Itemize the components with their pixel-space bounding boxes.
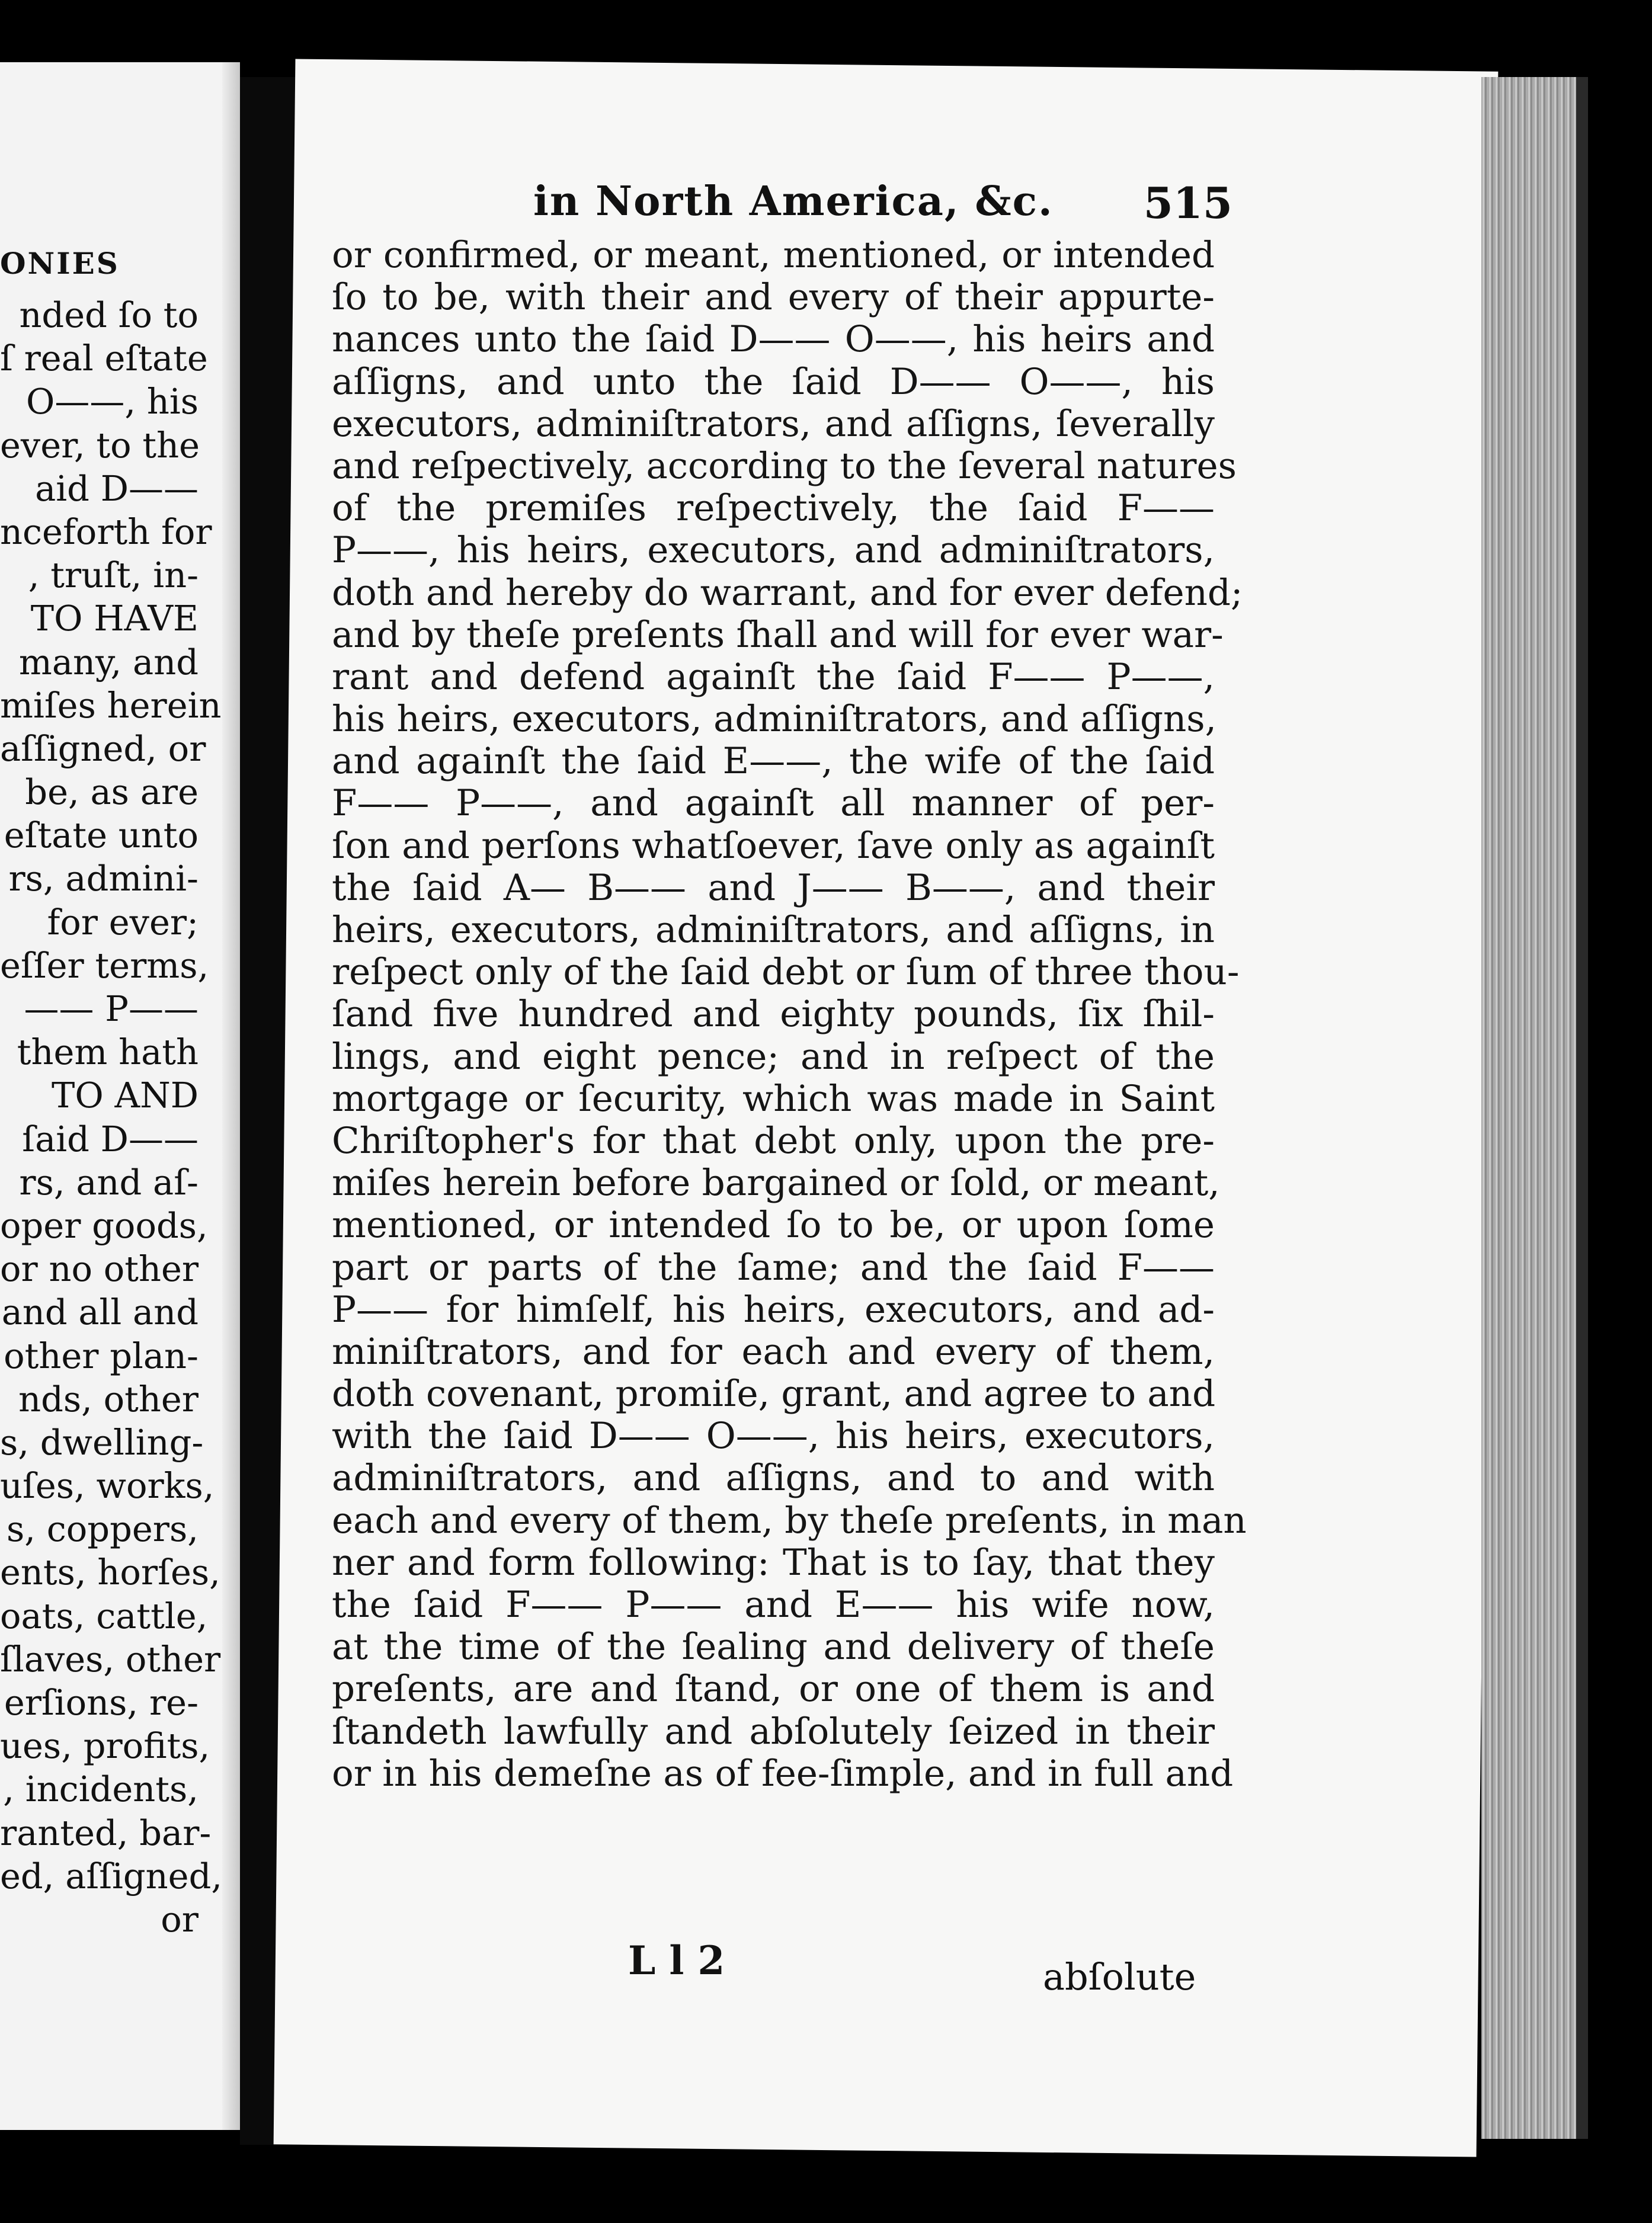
text-line: ſtandeth lawfully and abſolutely ſeized in their xyxy=(332,1710,1215,1753)
text-line: ſo to be, with their and every of their appurte- xyxy=(332,276,1215,319)
text-line: ſon and perſons whatſoever, ſave only as againſt xyxy=(332,824,1215,867)
text-line: mortgage or ſecurity, which was made in Saint xyxy=(332,1077,1215,1120)
left-text-line: miſes herein xyxy=(0,684,222,726)
left-text-line: TO HAVE xyxy=(30,598,199,639)
left-text-line: TO AND xyxy=(51,1075,199,1116)
catchword: abſolute xyxy=(1043,1955,1196,1998)
text-line: executors, adminiſtrators, and aſſigns, ſeverally xyxy=(332,402,1215,445)
page-edge-shadow xyxy=(1576,77,1588,2139)
left-page-text xyxy=(0,293,223,1941)
left-text-line: oper goods, xyxy=(0,1205,208,1246)
left-text-line: uſes, works, xyxy=(0,1465,214,1507)
left-text-line: many, and xyxy=(18,641,199,683)
text-line: miniſtrators, and for each and every of them, xyxy=(332,1330,1215,1373)
text-line: reſpect only of the ſaid debt or ſum of three thou- xyxy=(332,951,1240,994)
text-line: lings, and eight pence; and in reſpect of the xyxy=(332,1035,1215,1078)
text-line: preſents, are and ſtand, or one of them is and xyxy=(332,1668,1215,1711)
left-text-line: oats, cattle, xyxy=(0,1595,208,1636)
left-text-line: and all and xyxy=(1,1292,199,1333)
text-line: or in his demeſne as of fee-ſimple, and in full and xyxy=(332,1752,1234,1795)
body-text xyxy=(332,234,1247,1795)
text-line: and by theſe preſents ſhall and will for ever war- xyxy=(332,613,1224,656)
text-line: and againſt the ſaid E——, the wife of the ſaid xyxy=(332,740,1215,783)
left-text-line: eſſer terms, xyxy=(0,944,209,986)
left-text-line: eſtate unto xyxy=(4,815,199,856)
left-text-line: ſaid D—— xyxy=(22,1118,199,1159)
left-text-line: nded ſo to xyxy=(19,294,199,335)
left-text-line: s, dwelling- xyxy=(0,1421,204,1463)
signature-mark: L l 2 xyxy=(628,1937,725,1984)
left-text-line: ed, aſſigned, xyxy=(0,1855,223,1897)
left-text-line: erſions, re- xyxy=(4,1682,199,1723)
left-text-line: or xyxy=(161,1898,199,1940)
text-line: ſand five hundred and eighty pounds, ſix ſhil- xyxy=(332,993,1215,1036)
text-line: the ſaid A— B—— and J—— B——, and their xyxy=(332,866,1215,909)
left-text-line: for ever; xyxy=(47,901,199,943)
text-line: part or parts of the ſame; and the ſaid F—— xyxy=(332,1246,1215,1289)
text-line: of the premiſes reſpectively, the ſaid F—— xyxy=(332,487,1215,530)
text-line: doth covenant, promiſe, grant, and agree to and xyxy=(332,1373,1216,1415)
text-line: doth and hereby do warrant, and for ever defend; xyxy=(332,571,1243,614)
text-line: the ſaid F—— P—— and E—— his wife now, xyxy=(332,1584,1215,1626)
left-text-line: other plan- xyxy=(4,1335,199,1376)
text-line: mentioned, or intended ſo to be, or upon ſome xyxy=(332,1204,1215,1247)
text-line: or confirmed, or meant, mentioned, or intended xyxy=(332,234,1215,276)
page-number: 515 xyxy=(1143,178,1232,228)
text-line: with the ſaid D—— O——, his heirs, executors, xyxy=(332,1415,1215,1458)
left-text-line: ranted, bar- xyxy=(0,1812,212,1853)
left-text-line: nceforth for xyxy=(0,511,212,552)
text-line: ner and form following: That is to ſay, that they xyxy=(332,1541,1215,1584)
text-line: adminiſtrators, and aſſigns, and to and with xyxy=(332,1457,1215,1500)
left-text-line: —— P—— xyxy=(24,988,199,1029)
page-edges xyxy=(1481,77,1579,2139)
text-line: each and every of them, by theſe preſents, in man xyxy=(332,1499,1247,1542)
left-facing-page xyxy=(0,62,240,2130)
page-fold-shadow xyxy=(222,62,240,2130)
left-text-line: , truſt, in- xyxy=(28,555,199,596)
left-text-line: rs, admini- xyxy=(8,858,199,899)
text-line: and reſpectively, according to the ſeveral natures xyxy=(332,444,1237,487)
left-text-line: aid D—— xyxy=(35,467,199,509)
left-text-line: ſ real eſtate xyxy=(0,338,208,379)
text-line: aſſigns, and unto the ſaid D—— O——, his xyxy=(332,360,1215,403)
left-running-head: ONIES xyxy=(0,246,120,281)
text-line: his heirs, executors, adminiſtrators, and aſſigns, xyxy=(332,698,1216,741)
left-text-line: nds, other xyxy=(18,1378,199,1420)
text-line: heirs, executors, adminiſtrators, and aſſigns, in xyxy=(332,909,1215,951)
text-line: Chriſtopher's for that debt only, upon the pre- xyxy=(332,1119,1215,1162)
left-text-line: be, as are xyxy=(25,771,199,813)
left-text-line: aſſigned, or xyxy=(0,728,206,769)
left-text-line: ſlaves, other xyxy=(0,1638,221,1680)
text-line: P—— for himſelf, his heirs, executors, and ad- xyxy=(332,1288,1215,1331)
left-text-line: ever, to the xyxy=(0,424,200,466)
left-text-line: rs, and aſ- xyxy=(19,1161,199,1203)
text-line: miſes herein before bargained or ſold, or meant, xyxy=(332,1162,1220,1205)
left-text-line: them hath xyxy=(17,1032,199,1073)
left-text-line: ues, profits, xyxy=(0,1725,210,1767)
text-line: rant and defend againſt the ſaid F—— P——, xyxy=(332,655,1215,698)
text-line: nances unto the ſaid D—— O——, his heirs and xyxy=(332,318,1215,361)
left-text-line: , incidents, xyxy=(3,1769,199,1810)
text-line: P——, his heirs, executors, and adminiſtrators, xyxy=(332,529,1215,572)
running-head-title: in North America, &c. xyxy=(533,178,1054,225)
left-text-line: O——, his xyxy=(25,381,199,422)
left-text-line: ents, horſes, xyxy=(0,1552,220,1593)
text-line: at the time of the ſealing and delivery of theſe xyxy=(332,1626,1215,1668)
text-line: F—— P——, and againſt all manner of per- xyxy=(332,782,1215,825)
left-text-line: s, coppers, xyxy=(6,1508,199,1550)
left-text-line: or no other xyxy=(0,1248,199,1290)
